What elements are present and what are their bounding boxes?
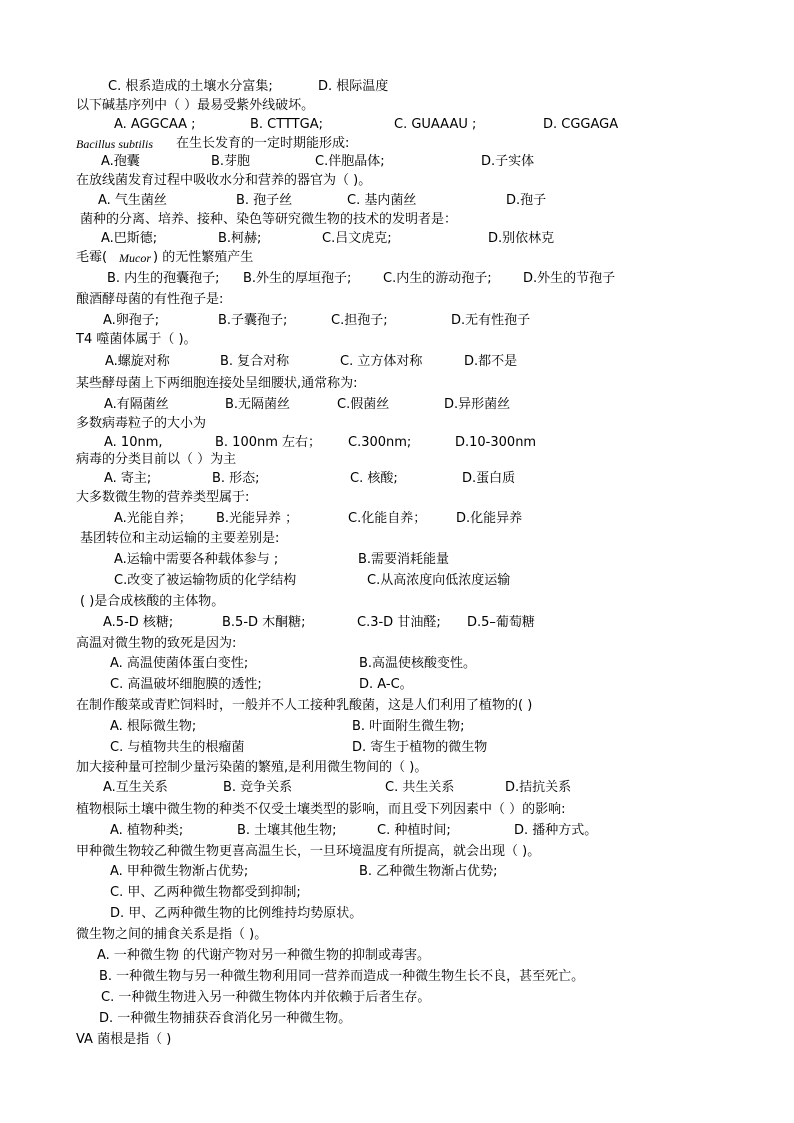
option-c: C. 根系造成的土壤水分富集; — [108, 79, 273, 94]
option-c: C.伴胞晶体; — [315, 154, 385, 169]
option-c: C.化能自养； — [348, 511, 427, 526]
option-a: A. 一种微生物 的代谢产物对另一种微生物的抑制或毒害。 — [97, 948, 431, 963]
option-d: D.孢子 — [506, 193, 547, 208]
option-b: B.外生的厚垣孢子; — [243, 271, 352, 286]
option-b: B. 100nm 左右； — [215, 435, 322, 450]
question-text: 基团转位和主动运输的主要差别是: — [80, 531, 280, 546]
option-b: B.子囊孢子; — [218, 313, 288, 328]
option-b: B.无隔菌丝 — [225, 397, 291, 412]
option-a: A. 高温使菌体蛋白变性; — [110, 656, 249, 671]
option-d: D. 根际温度 — [318, 79, 389, 94]
option-b: B. 土壤其他生物; — [237, 823, 337, 838]
option-a: A. 根际微生物; — [110, 719, 197, 734]
option-d: D.10-300nm — [455, 435, 537, 450]
genus-name: Mucor — [119, 251, 151, 265]
option-a: A.运输中需要各种载体参与 ; — [114, 552, 279, 567]
question-text: 加大接种量可控制少量污染菌的繁殖,是利用微生物间的（ )。 — [76, 760, 428, 775]
question-text: 在生长发育的一定时期能形成: — [176, 136, 350, 151]
question-text: 某些酵母菌上下两细胞连接处呈细腰状,通常称为: — [76, 376, 358, 391]
option-d: D.子实体 — [481, 154, 535, 169]
option-c: C.3-D 甘油醛; — [357, 615, 441, 630]
question-text: 毛霉( — [76, 250, 108, 265]
question-text: 病毒的分类目前以（ ）为主 — [76, 452, 237, 467]
question-text: 微生物之间的捕食关系是指（ )。 — [76, 927, 268, 942]
species-name: Bacillus subtilis — [76, 137, 154, 151]
option-a: A.5-D 核糖; — [103, 615, 174, 630]
question-text: 酿酒酵母菌的有性孢子是: — [76, 292, 224, 307]
question-text: 甲种微生物较乙种微生物更喜高温生长，一旦环境温度有所提高，就会出现（ )。 — [76, 844, 541, 859]
option-a: A.螺旋对称 — [105, 354, 170, 369]
option-a: A. AGGCAA ; — [114, 117, 196, 132]
option-c: C.吕文虎克; — [322, 231, 392, 246]
option-c: C. 一种微生物进入另一种微生物体内并依赖于后者生存。 — [101, 990, 431, 1005]
option-d: D.化能异养 — [456, 511, 523, 526]
option-b: B. 叶面附生微生物; — [352, 719, 465, 734]
option-c: C. 立方体对称 — [340, 354, 423, 369]
option-c: C. GUAAAU ; — [394, 117, 477, 132]
option-d: D.5–葡萄糖 — [467, 615, 535, 630]
question-text: 在放线菌发育过程中吸收水分和营养的器官为（ )。 — [76, 173, 372, 188]
question-text: 大多数微生物的营养类型属于: — [76, 490, 250, 505]
option-b: B. 竞争关系 — [223, 780, 293, 795]
question-text: T4 噬菌体属于（ )。 — [76, 332, 197, 347]
option-d: D.都不是 — [464, 354, 518, 369]
option-a: A. 寄主; — [104, 471, 152, 486]
option-a: A.巴斯德; — [101, 231, 158, 246]
option-d: D.别依林克 — [488, 231, 555, 246]
option-d: D.外生的节孢子 — [523, 271, 616, 286]
option-d: D. 寄生于植物的微生物 — [352, 740, 488, 755]
option-a: B. 内生的孢囊孢子; — [107, 271, 220, 286]
question-text-rest: ) 的无性繁殖产生 — [153, 250, 254, 265]
option-d: D. 甲、乙两种微生物的比例维持均势原状。 — [110, 906, 363, 921]
question-text: 植物根际土壤中微生物的种类不仅受土壤类型的影响，而且受下列因素中（ ）的影响: — [76, 802, 566, 817]
option-c: C. 核酸; — [350, 471, 398, 486]
option-a: A.孢囊 — [101, 154, 140, 169]
option-b: B.柯赫; — [218, 231, 262, 246]
option-d: D. 播种方式。 — [514, 823, 598, 838]
option-d: D.无有性孢子 — [451, 313, 531, 328]
option-b: B. 乙种微生物渐占优势; — [359, 864, 498, 879]
option-b: B. 一种微生物与另一种微生物利用同一营养而造成一种微生物生长不良，甚至死亡。 — [99, 969, 585, 984]
option-c: C. 甲、乙两种微生物都受到抑制; — [110, 885, 301, 900]
option-b: B.芽胞 — [211, 154, 251, 169]
option-b: B.光能异养 ； — [216, 511, 299, 526]
option-d: C.从高浓度向低浓度运输 — [367, 573, 511, 588]
option-a: A. 植物种类; — [110, 823, 184, 838]
option-a: A. 气生菌丝 — [98, 193, 167, 208]
question-text: ( )是合成核酸的主体物。 — [80, 594, 225, 609]
option-c: C. 与植物共生的根瘤菌 — [110, 740, 245, 755]
option-b: B. 孢子丝 — [236, 193, 293, 208]
option-d: D.蛋白质 — [462, 471, 516, 486]
option-a: A. 甲种微生物渐占优势; — [110, 864, 249, 879]
option-b: B.5-D 木酮糖; — [222, 615, 306, 630]
option-d: D.异形菌丝 — [444, 397, 511, 412]
option-c: C.改变了被运输物质的化学结构 — [114, 573, 297, 588]
option-d: D. CGGAGA — [543, 117, 619, 132]
option-d: D. A-C。 — [359, 677, 413, 692]
option-c: C. 高温破坏细胞膜的透性; — [110, 677, 262, 692]
question-text: 菌种的分离、培养、接种、染色等研究微生物的技术的发明者是： — [80, 212, 458, 227]
option-c: C. 基内菌丝 — [347, 193, 417, 208]
option-b: B.高温使核酸变性。 — [359, 656, 477, 671]
question-text: 以下碱基序列中（ ）最易受紫外线破坏。 — [76, 98, 315, 113]
option-b: B. 形态; — [212, 471, 260, 486]
option-b: B. 复合对称 — [220, 354, 290, 369]
option-a: A.互生关系 — [103, 780, 168, 795]
option-d: D.拮抗关系 — [505, 780, 572, 795]
question-text: 高温对微生物的致死是因为: — [76, 636, 237, 651]
question-text: 多数病毒粒子的大小为 — [76, 416, 207, 431]
question-text: VA 菌根是指（ ) — [76, 1032, 172, 1047]
option-b: B. CTTTGA; — [250, 117, 323, 132]
question-text: 在制作酸菜或青贮饲料时，一般并不人工接种乳酸菌，这是人们利用了植物的( ) — [76, 698, 533, 713]
option-c: C. 种植时间; — [377, 823, 451, 838]
option-a: A.光能自养； — [114, 511, 192, 526]
option-a: A. 10nm, — [104, 435, 163, 450]
option-a: A.卵孢子; — [103, 313, 160, 328]
option-c: C. 共生关系 — [385, 780, 455, 795]
option-c: C.300nm; — [348, 435, 412, 450]
option-c: C.担孢子; — [331, 313, 388, 328]
option-d: D. 一种微生物捕获吞食消化另一种微生物。 — [99, 1011, 352, 1026]
option-a: A.有隔菌丝 — [104, 397, 169, 412]
option-c: C.假菌丝 — [337, 397, 390, 412]
option-b: B.需要消耗能量 — [358, 552, 450, 567]
option-c: C.内生的游动孢子; — [383, 271, 492, 286]
